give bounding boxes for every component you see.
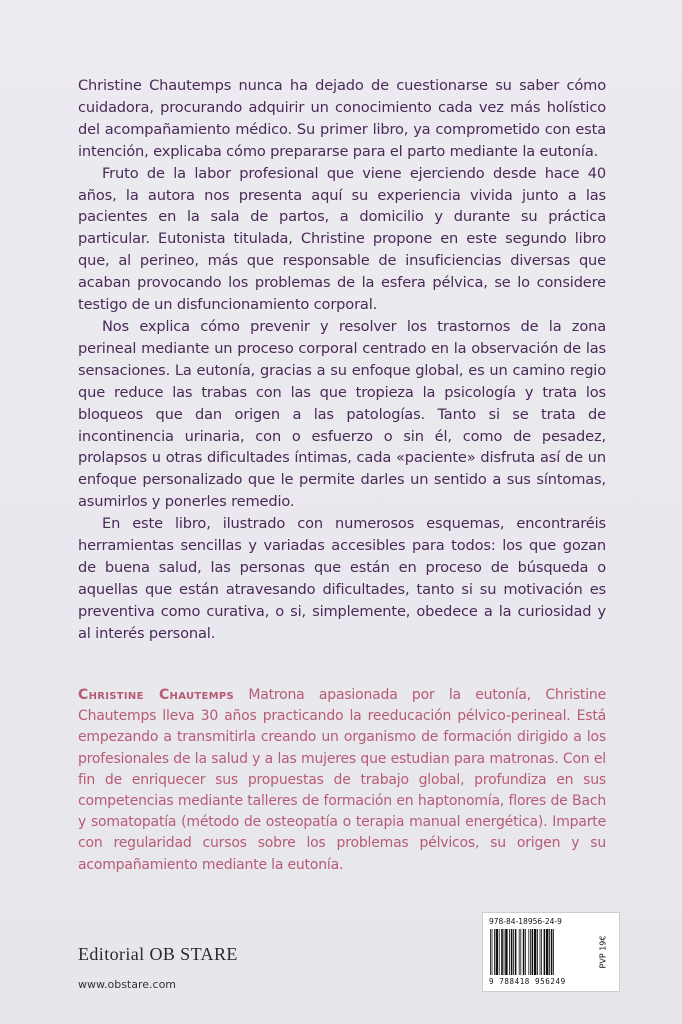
barcode-bar bbox=[519, 929, 520, 975]
barcode-bar bbox=[540, 929, 541, 975]
price-text: PVP 19€ bbox=[598, 935, 608, 969]
barcode-bar bbox=[544, 929, 546, 975]
author-bio-text: Matrona apasionada por la eutonía, Christine Chautemps lleva 30 años practicando la reeducación pélvico-perineal. Está empezando a transmitirla creando un organismo de formación dirigido a los profesionales de la salud y a las mujeres que estudian para matronas. Con el fin de enriquecer sus propuestas de trabajo global, profundiza en sus competencias mediante talleres de formación en haptonomía, flores de Bach y somatopatía (método de osteopatía o terapia manual energética). Imparte con regularidad cursos sobre los problemas pélvicos, su origen y su acompañamiento mediante la eutonía. bbox=[78, 687, 606, 873]
price-tag bbox=[593, 921, 613, 983]
barcode-bar bbox=[528, 929, 529, 975]
barcode-bar bbox=[541, 929, 542, 975]
barcode-bar bbox=[537, 929, 538, 975]
barcode-bar bbox=[513, 929, 514, 975]
isbn-number: 978-84-18956-24-9 bbox=[489, 917, 562, 926]
barcode-bar bbox=[490, 929, 491, 975]
barcode-icon bbox=[489, 929, 585, 975]
barcode-bar bbox=[525, 929, 526, 975]
synopsis-paragraph-4: En este libro, ilustrado con numerosos esquemas, encontraréis herramientas sencillas y variadas accesibles para todos: los que gozan de buena salud, las personas que están en proceso de búsqueda o aquellas que están atravesando dificultades, tanto si su motivación es preventiva como curativa, o si, simplemente, obedece a la curiosidad y al interés personal. bbox=[78, 515, 606, 642]
barcode-bar bbox=[501, 929, 503, 975]
barcode-bar bbox=[549, 929, 550, 975]
barcode-label bbox=[482, 912, 620, 992]
synopsis bbox=[78, 75, 606, 645]
barcode-bar bbox=[492, 929, 493, 975]
synopsis-paragraph-1: Christine Chautemps nunca ha dejado de cuestionarse su saber cómo cuidadora, procurando adquirir un conocimiento cada vez más holístico del acompañamiento médico. Su primer libro, ya comprometido con esta intención, explicaba cómo prepararse para el parto mediante la eutonía. bbox=[78, 77, 606, 160]
barcode-bar bbox=[504, 929, 505, 975]
barcode-bar bbox=[553, 929, 554, 975]
barcode-bar bbox=[509, 929, 510, 975]
barcode-bar bbox=[530, 929, 531, 975]
barcode-bar bbox=[546, 929, 548, 975]
barcode-bar bbox=[496, 929, 498, 975]
publisher-website: www.obstare.com bbox=[78, 978, 177, 991]
barcode-bar bbox=[499, 929, 500, 975]
author-bio bbox=[78, 685, 606, 876]
barcode-bar bbox=[523, 929, 525, 975]
synopsis-paragraph-2: Fruto de la labor profesional que viene ejerciendo desde hace 40 años, la autora nos presenta aquí su experiencia vivida junto a las pacientes en la sala de partos, a domicilio y durante su práctica particular. Eutonista titulada, Christine propone en este segundo libro que, al perineo, más que responsable de insuficiencias diversas que acaban provocando los problemas de la esfera pélvica, se lo considere testigo de un disfuncionamiento corporal. bbox=[78, 164, 606, 314]
barcode-bar bbox=[534, 929, 536, 975]
barcode-bar bbox=[532, 929, 534, 975]
publisher-name: Editorial OB STARE bbox=[78, 944, 238, 964]
barcode-bar bbox=[520, 929, 521, 975]
barcode-digits: 9 788418 956249 bbox=[489, 977, 566, 986]
author-name: Christine Chautemps bbox=[78, 687, 234, 703]
barcode-bar bbox=[515, 929, 517, 975]
barcode-bar bbox=[511, 929, 513, 975]
barcode-bar bbox=[494, 929, 495, 975]
synopsis-paragraph-3: Nos explica cómo prevenir y resolver los trastornos de la zona perineal mediante un proceso corporal centrado en la observación de las sensaciones. La eutonía, gracias a su enfoque global, es un camino regio que reduce las trabas con las que tropieza la psicología y trata los bloqueos que dan origen a las patologías. Tanto si se trata de incontinencia urinaria, con o esfuerzo o sin él, como de pesadez, prolapsos u otras dificultades íntimas, cada «paciente» disfruta así de un enfoque personalizado que le permite darles un sentido a sus síntomas, asumirlos y ponerles remedio. bbox=[78, 317, 606, 511]
barcode-bar bbox=[505, 929, 507, 975]
barcode-bar bbox=[551, 929, 553, 975]
